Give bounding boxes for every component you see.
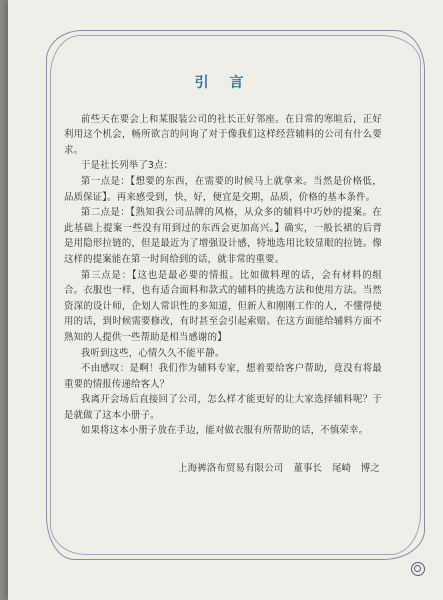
paragraph-reflection: 不由感叹：是啊！我们作为辅料专家，想着要给客户帮助，竟没有将最重要的情报传递给客人？ [64,363,382,390]
paragraph-intro: 前些天在要会上和某服装公司的社长正好邻座。在日常的寒暄后，正好利用这个机会，畅所欲言的问询了对于像我们这样经营辅料的公司有什么要求。 [64,113,382,156]
signature-name: 尾崎 博之 [332,463,380,475]
page-content [64,76,382,477]
paragraph-point-two: 第二点是：【熟知我公司品牌的风格，从众多的辅料中巧妙的提案。在此基础上提案一些没有用到过的东西会更加高兴。】确实，一般长裙的后背是用隐形拉链的，但是最近为了增强设计感，特地选用比较显眼的拉链。像这样的提案能在第一时间给到的话，就非常的重要。 [64,207,382,265]
corner-mark-icon [411,562,425,576]
signature-position: 董事长 [293,463,323,475]
paragraph-point-three: 第三点是：【这也是最必要的情报。比如做料理的话，会有材料的组合。衣服也一样，也有适合面料和款式的辅料的挑选方法和使用方法。当然资深的设计师，企划人常识性的多知道，但新人和刚刚工作的人，不懂得使用的话，到时候需要修改，有时甚至会引起索赔。在这方面能给辅料方面不熟知的人提供一些帮助是相当感谢的】 [64,269,382,343]
signature-company: 上海裤洛布贸易有限公司 [178,463,284,475]
paragraph-booklet: 我离开会场后直接回了公司，怎么样才能更好的让大家选择辅料呢？于是就做了这本小册子。 [64,394,382,421]
paragraph-closing: 如果将这本小册子放在手边，能对做衣服有所帮助的话，不慎荣幸。 [80,425,369,437]
paragraph-reaction: 我听到这些，心情久久不能平静。 [80,347,225,359]
paragraph-point-one: 第一点是：【想要的东西，在需要的时候马上就拿来。当然是价格低，品质保证】。再来感受到，快，好，便宜是交期，品质，价格的基本条件。 [64,175,382,203]
paragraph-list-intro: 于是社长列举了3点： [80,160,174,172]
page-title: 引 言 [194,75,252,91]
document-page [8,0,443,600]
signature [64,461,382,477]
